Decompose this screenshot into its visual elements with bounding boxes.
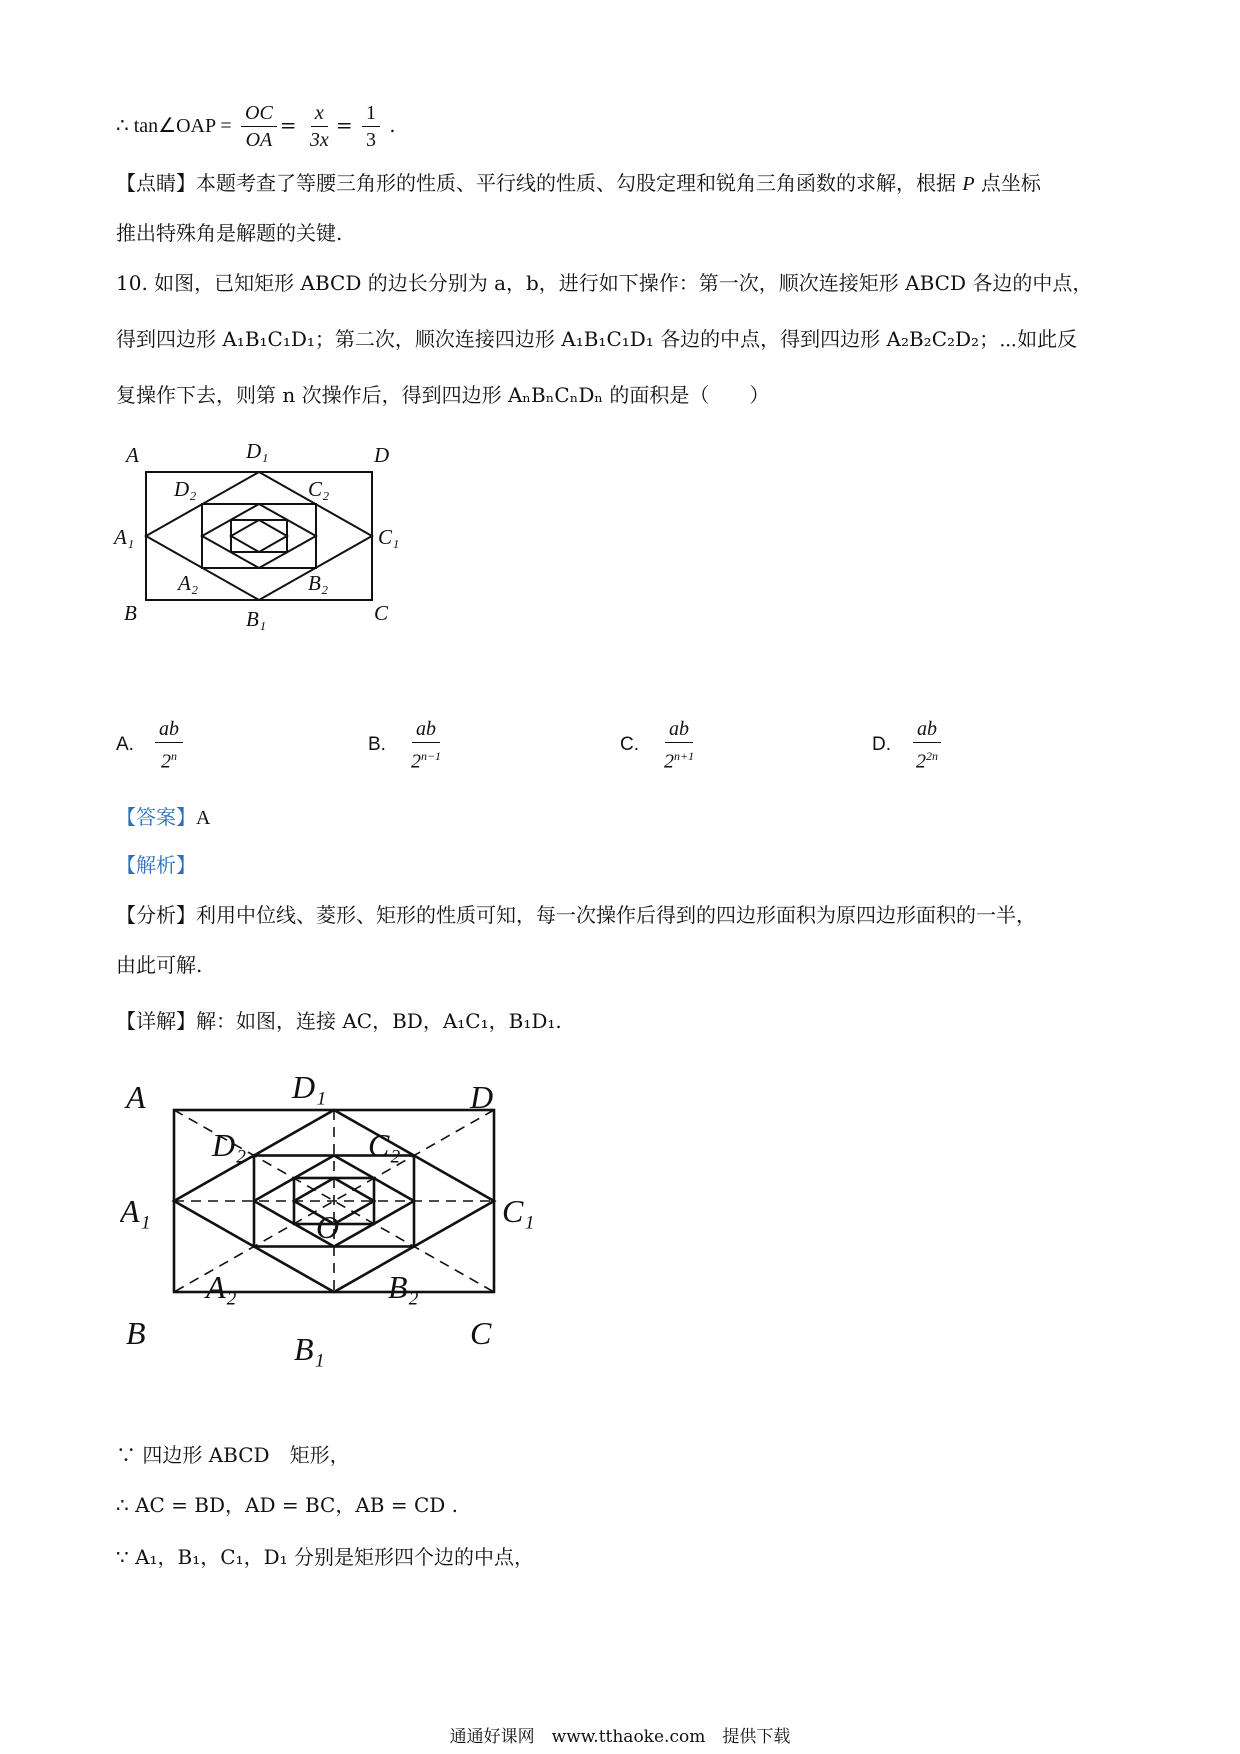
tan-formula-line: ∴ tan∠OAP = $\frac{OC}{OA}$ = $\frac{x}{3x}$ = $\frac{1}{3}$ . [116, 102, 396, 151]
fig2-label-C: C [470, 1315, 492, 1351]
xiangjie-tag: 【详解】 [116, 1009, 196, 1033]
proof-line2: ∴ AC = BD，AD = BC，AB = CD . [116, 1493, 459, 1517]
fig2-label-C2: C₂ [368, 1127, 401, 1163]
fig1-label-C: C [374, 601, 389, 625]
fig2-label-B1: B₁ [294, 1331, 325, 1367]
fig2-label-O: O [316, 1209, 340, 1245]
fig2-label-D1: D₁ [292, 1069, 327, 1105]
fig2-label-D: D [470, 1079, 494, 1115]
fig1-label-A2: A₂ [178, 571, 199, 595]
fig1-label-D2: D₂ [174, 477, 197, 501]
page-footer: 通通好课网 www.tthaoke.com 提供下载 [449, 1727, 791, 1747]
fig2-label-B2: B₂ [388, 1269, 419, 1305]
answer-value: A [196, 807, 211, 829]
question-line1: 10. 如图，已知矩形 ABCD 的边长分别为 a，b，进行如下操作：第一次，顺次连接矩形 ABCD 各边的中点， [116, 271, 1093, 295]
fig1-label-C1: C₁ [378, 525, 400, 549]
fig1-label-A: A [126, 443, 139, 467]
fenxi-line2: 由此可解. [116, 953, 203, 977]
fenxi-tag: 【分析】 [116, 903, 196, 927]
fig1-label-D1: D₁ [246, 439, 269, 463]
fig1-label-C2: C₂ [308, 477, 330, 501]
choice-d[interactable]: D. $\frac{ab}{2^{2n}}$ [872, 716, 945, 775]
question-line2: 得到四边形 A₁B₁C₁D₁；第二次，顺次连接四边形 A₁B₁C₁D₁ 各边的中点，得到四边形 A₂B₂C₂D₂；⋯如此反 [116, 327, 1078, 351]
xiangjie-line: 【详解】解：如图，连接 AC，BD，A₁C₁，B₁D₁. [116, 1009, 562, 1033]
fraction-oc-oa: $\frac{OC}{OA}$ [241, 100, 277, 153]
proof-line1: ∵ 四边形 ABCD 矩形， [116, 1443, 350, 1467]
fraction-1-3: $\frac{1}{3}$ [362, 100, 380, 153]
fig1-label-B1: B₁ [246, 607, 267, 631]
fraction-x-3x: $\frac{x}{3x}$ [309, 102, 329, 151]
dianjing-paragraph: 【点睛】本题考查了等腰三角形的性质、平行线的性质、勾股定理和锐角三角函数的求解，根据 P 点坐标 [116, 171, 1041, 195]
fig2-label-B: B [126, 1315, 146, 1351]
proof-line3: ∵ A₁，B₁，C₁，D₁ 分别是矩形四个边的中点， [116, 1545, 534, 1569]
choice-c[interactable]: C. $\frac{ab}{2^{n+1}}$ [620, 718, 695, 773]
figure-nested-rectangles-small [110, 436, 430, 632]
fig2-label-D2: D₂ [212, 1127, 247, 1163]
dianjing-line2: 推出特殊角是解题的关键. [116, 221, 343, 245]
choice-a[interactable]: A. $\frac{ab}{2^n}$ [116, 716, 186, 775]
fig2-label-A1: A₁ [120, 1193, 151, 1229]
formula-prefix: ∴ tan∠OAP = [116, 115, 232, 137]
jiexi-tag: 【解析】 [116, 853, 196, 877]
answer-line [116, 802, 210, 833]
fig1-label-B2: B₂ [308, 571, 329, 595]
answer-tag: 【答案】 [116, 805, 196, 829]
fig2-label-A2: A₂ [206, 1269, 237, 1305]
choice-b[interactable]: B. $\frac{ab}{2^{n-1}}$ [368, 718, 442, 773]
fig2-label-C1: C₁ [502, 1193, 535, 1229]
question-line3: 复操作下去，则第 n 次操作后，得到四边形 AₙBₙCₙDₙ 的面积是（ ） [116, 383, 770, 407]
fenxi-line1: 【分析】利用中位线、菱形、矩形的性质可知，每一次操作后得到的四边形面积为原四边形面积的一半， [116, 903, 1036, 927]
fig1-label-B: B [124, 601, 137, 625]
fig1-label-D: D [374, 443, 390, 467]
figure-nested-rectangles-large [120, 1062, 580, 1378]
fig1-label-A1: A₁ [114, 525, 135, 549]
dianjing-tag: 【点睛】 [116, 171, 196, 195]
fig2-label-A: A [126, 1079, 146, 1115]
